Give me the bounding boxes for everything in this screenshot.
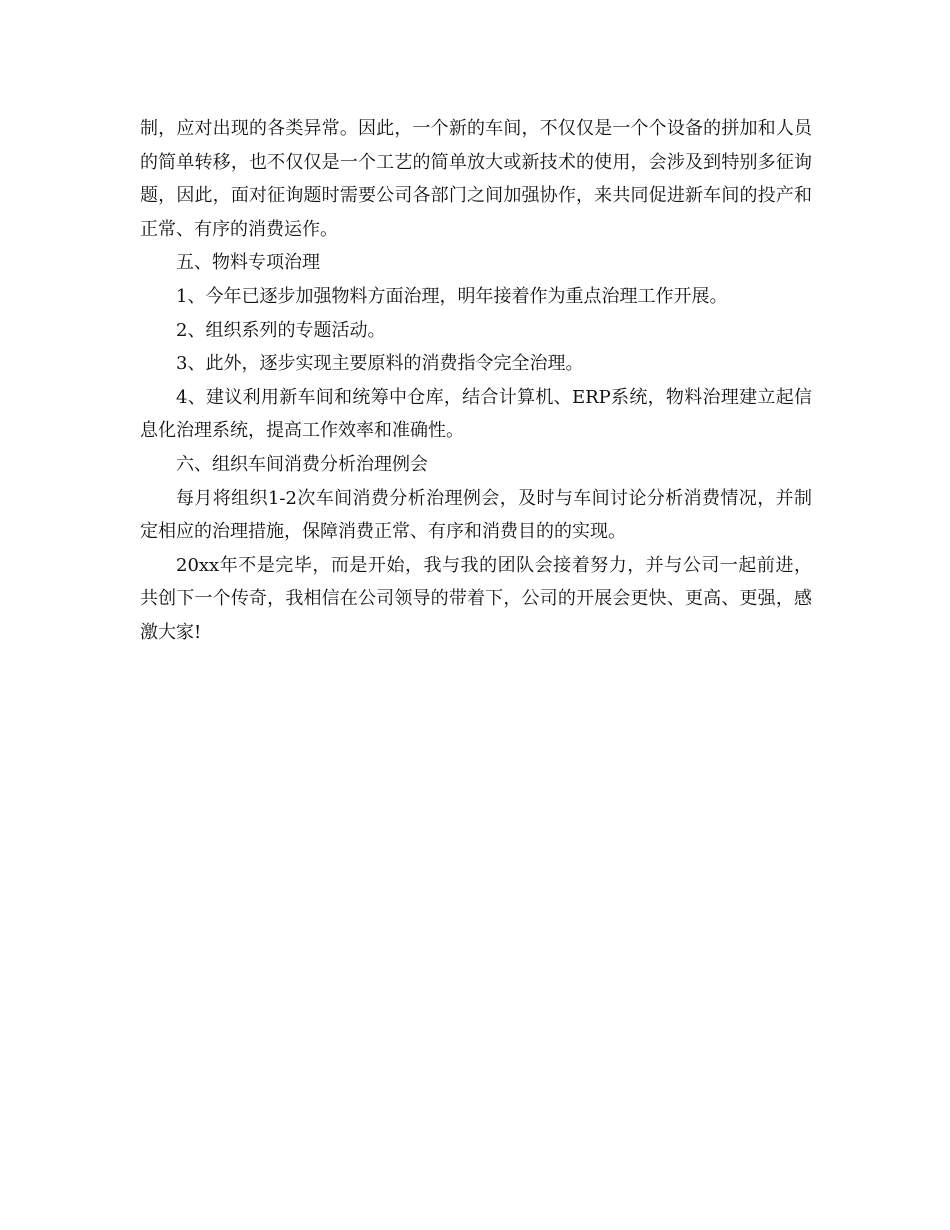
document-body xyxy=(140,112,812,650)
list-item-1: 1、今年已逐步加强物料方面治理，明年接着作为重点治理工作开展。 xyxy=(176,285,728,307)
paragraph-continuation: 制，应对出现的各类异常。因此，一个新的车间，不仅仅是一个个设备的拼加和人员的简单转移，也不仅仅是一个工艺的简单放大或新技术的使用，会涉及到特别多征询题，因此，面对征询题时需要公司各部门之间加强协作，来共同促进新车间的投产和正常、有序的消费运作。 xyxy=(140,118,812,240)
paragraph-meetings: 每月将组织1-2次车间消费分析治理例会，及时与车间讨论分析消费情况，并制定相应的治理措施，保障消费正常、有序和消费目的的实现。 xyxy=(140,487,812,543)
section-heading-materials: 五、物料专项治理 xyxy=(176,252,320,274)
section-heading-meetings: 六、组织车间消费分析治理例会 xyxy=(176,453,428,475)
list-item-2: 2、组织系列的专题活动。 xyxy=(176,319,386,341)
list-item-4: 4、建议利用新车间和统筹中仓库，结合计算机、ERP系统，物料治理建立起信息化治理系统，提高工作效率和准确性。 xyxy=(140,386,812,442)
list-item-3: 3、此外，逐步实现主要原料的消费指令完全治理。 xyxy=(176,353,584,375)
paragraph-closing: 20xx年不是完毕，而是开始，我与我的团队会接着努力，并与公司一起前进，共创下一个传奇，我相信在公司领导的带着下，公司的开展会更快、更高、更强，感激大家! xyxy=(140,554,812,643)
